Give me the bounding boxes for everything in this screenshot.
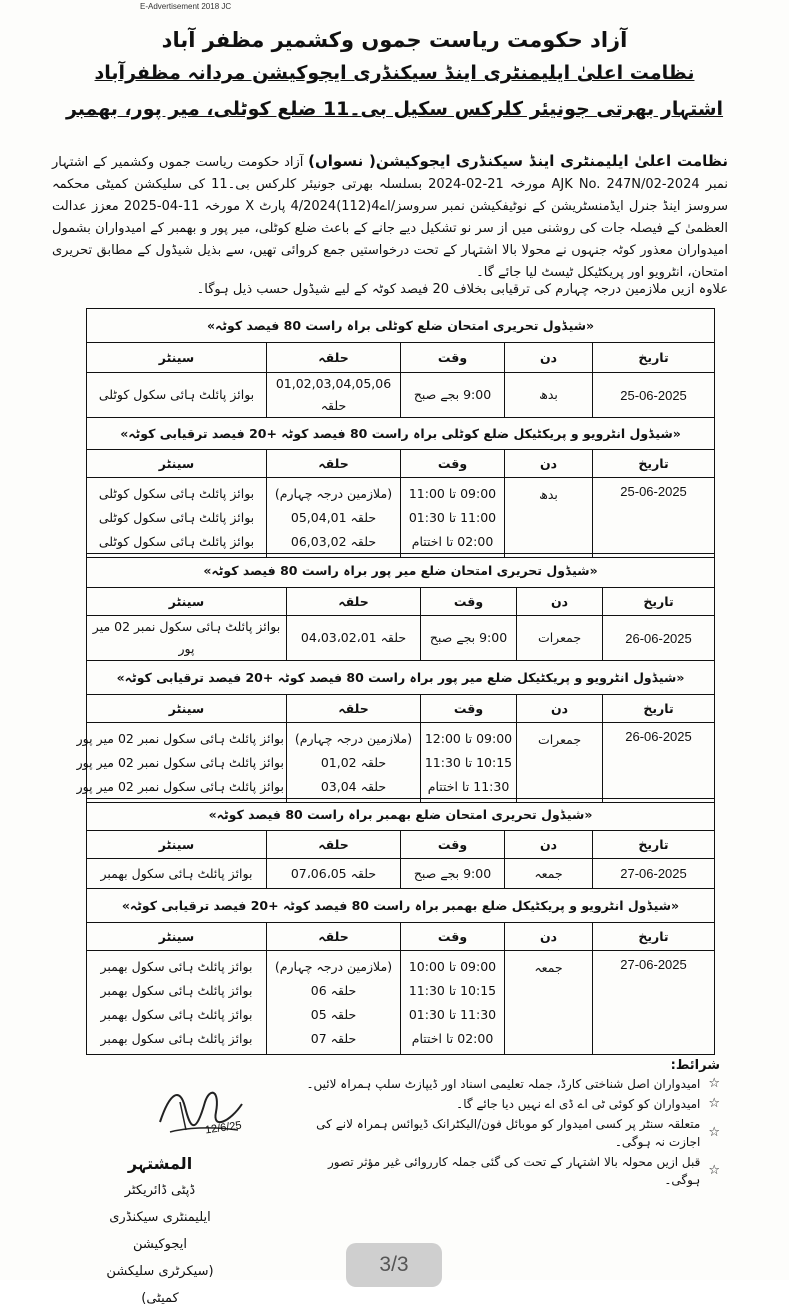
center-list (87, 951, 267, 1055)
star-bullet-icon: ☆ (708, 1125, 720, 1140)
header-date: تاریخ (603, 695, 715, 723)
list-item: بوائز پائلٹ ہائی سکول کوٹلی (98, 509, 255, 525)
header-date: تاریخ (593, 343, 715, 373)
list-item: (ملازمین درجہ چہارم) (274, 485, 393, 501)
reference-number: E-Advertisement 2018 JC (140, 2, 232, 11)
date-cell: 25-06-2025 (593, 373, 715, 418)
signer-block (95, 1150, 225, 1312)
list-item (300, 1075, 720, 1093)
list-item: 10:15 تا 11:30 (424, 754, 513, 770)
list-item: 09:00 تا 12:00 (424, 730, 513, 746)
list-item: (ملازمین درجہ چہارم) (274, 958, 393, 974)
halqa-list (267, 951, 401, 1055)
intro-text: آزاد حکومت ریاست جموں وکشمیر کے اشتہار نمبر AJK No. 247N/02-2024 مورخہ 21-02-2024 بسلسلہ بھرتی جونیئر کلرکس بی۔11 کی سلیکشن کمیٹی محکمہ سروسز اینڈ جنرل ایڈمنسٹریشن کے نوٹیفکیشن نمبر سروسز/اے4(112)4/2024 پارٹ X مورخہ 11-04-2025 معزز عدالت العظمیٰ کے فیصلہ جات کی روشنی میں از سر نو تشکیل دیے جانے کے باعث ضلع کوٹلی، میر پور و بھمبر کے امیدواران بشمول امیدواران معذور کوٹہ جنہوں نے محولا بالا اشتہار کے تحت درخواستیں جمع کروائی تھیں، سے بذیل شیڈول کے مطابق تحریری امتحان، انٹرویو اور پریکٹیکل ٹیسٹ لیا جائے گا۔ (52, 155, 728, 280)
header-time: وقت (401, 831, 505, 859)
header-day: دن (505, 831, 593, 859)
header-center: سینٹر (87, 831, 267, 859)
halqa-cell: 01,02,03,04,05,06 حلقہ (267, 373, 401, 418)
header-time: وقت (401, 450, 505, 478)
header-halqa: حلقہ (267, 831, 401, 859)
list-item: بوائز پائلٹ ہائی سکول بھمبر (100, 1030, 253, 1046)
intro-org: نظامت اعلیٰ ایلیمنٹری اینڈ سیکنڈری ایجوکیشن( نسواں) (308, 152, 728, 170)
signer-designation: ڈپٹی ڈائریکٹر (124, 1183, 196, 1198)
header-center: سینٹر (87, 588, 287, 616)
center-list (87, 478, 267, 558)
header-day: دن (505, 343, 593, 373)
condition-text: امیدواران اصل شناختی کارڈ، جملہ تعلیمی اسناد اور ڈیپازٹ سلپ ہمراہ لائیں۔ (306, 1077, 701, 1091)
signer-committee: (سیکرٹری سلیکشن کمیٹی) (106, 1264, 214, 1306)
conditions-section (300, 1058, 720, 1189)
list-item: 09:00 تا 11:00 (408, 485, 497, 501)
date-cell: 27-06-2025 (593, 951, 715, 1055)
list-item: حلقہ 06 (310, 982, 357, 998)
header-time: وقت (421, 695, 517, 723)
kotli-schedule-table (86, 308, 715, 558)
day-cell: جمعہ (505, 859, 593, 889)
list-item: بوائز پائلٹ ہائی سکول نمبر 02 میر پور (76, 754, 284, 770)
header-date: تاریخ (593, 831, 715, 859)
list-item: بوائز پائلٹ ہائی سکول کوٹلی (98, 533, 255, 549)
list-item (300, 1153, 720, 1189)
day-cell: جمعہ (505, 951, 593, 1055)
star-bullet-icon: ☆ (708, 1076, 720, 1091)
header-day: دن (505, 450, 593, 478)
time-list (401, 951, 505, 1055)
header-day: دن (517, 588, 603, 616)
center-cell: بوائز پائلٹ ہائی سکول کوٹلی (87, 373, 267, 418)
header-center: سینٹر (87, 695, 287, 723)
header-time: وقت (421, 588, 517, 616)
mirpur-schedule-table (76, 553, 715, 803)
signer-title: المشتہر (127, 1154, 193, 1173)
time-list (421, 723, 517, 803)
list-item: حلقہ 03,04 (320, 778, 387, 794)
day-cell: جمعرات (517, 723, 603, 803)
conditions-label: شرائط: (670, 1058, 720, 1073)
star-bullet-icon: ☆ (708, 1096, 720, 1111)
header-halqa: حلقہ (267, 343, 401, 373)
header-halqa: حلقہ (267, 923, 401, 951)
list-item: 02:00 تا اختتام (411, 1030, 494, 1046)
halqa-list (267, 478, 401, 558)
signature-date: 12/6/25 (204, 1119, 243, 1137)
list-item: بوائز پائلٹ ہائی سکول بھمبر (100, 982, 253, 998)
halqa-list (287, 723, 421, 803)
directorate-heading: نظامت اعلیٰ ایلیمنٹری اینڈ سیکنڈری ایجوکیشن مردانہ مظفرآباد (94, 62, 695, 84)
header-halqa: حلقہ (287, 695, 421, 723)
list-item: حلقہ 05 (310, 1006, 357, 1022)
condition-text: قبل ازیں محولہ بالا اشتہار کے تحت کی گئی جملہ کارروائی غیر مؤثر تصور ہوگی۔ (328, 1155, 701, 1187)
list-item: 11:30 تا اختتام (427, 778, 510, 794)
header-center: سینٹر (87, 343, 267, 373)
time-cell: 9:00 بجے صبح (421, 616, 517, 661)
time-list (401, 478, 505, 558)
list-item: 02:00 تا اختتام (411, 533, 494, 549)
list-item: حلقہ 01,02 (320, 754, 387, 770)
center-cell: بوائز پائلٹ ہائی سکول بھمبر (87, 859, 267, 889)
handwritten-signature (150, 1082, 250, 1144)
list-item (300, 1095, 720, 1113)
condition-text: امیدواران کو کوئی ٹی اے ڈی اے نہیں دیا جائے گا۔ (456, 1097, 701, 1111)
bhimber-schedule-table (86, 798, 715, 1055)
list-item: حلقہ 05,04,01 (290, 509, 377, 525)
header-day: دن (517, 695, 603, 723)
mirpur-interview-title: «شیڈول انٹرویو و پریکٹیکل ضلع میر پور براہ راست 80 فیصد کوٹہ +20 فیصد ترقیابی کوٹہ» (87, 661, 715, 695)
list-item: حلقہ 06,03,02 (290, 533, 377, 549)
list-item: 11:30 تا 01:30 (408, 1006, 497, 1022)
kotli-interview-title: «شیڈول انٹرویو و پریکٹیکل ضلع کوٹلی براہ راست 80 فیصد کوٹہ +20 فیصد ترقیابی کوٹہ» (87, 418, 715, 450)
intro-note: علاوہ ازیں ملازمین درجہ چہارم کی ترقیابی بخلاف 20 فیصد کوٹہ کے لیے شیڈول حسب ذیل ہوگا۔ (196, 282, 728, 297)
header-date: تاریخ (593, 923, 715, 951)
list-item: 10:15 تا 11:30 (408, 982, 497, 998)
list-item: 11:00 تا 01:30 (408, 509, 497, 525)
list-item: 09:00 تا 10:00 (408, 958, 497, 974)
header-time: وقت (401, 923, 505, 951)
list-item: (ملازمین درجہ چہارم) (294, 730, 413, 746)
center-list (76, 723, 287, 803)
day-cell: بدھ (505, 373, 593, 418)
header-time: وقت (401, 343, 505, 373)
government-heading: آزاد حکومت ریاست جموں وکشمیر مظفر آباد (161, 28, 628, 52)
list-item (300, 1115, 720, 1151)
center-cell: بوائز پائلٹ ہائی سکول نمبر 02 میر پور (87, 616, 287, 661)
header-date: تاریخ (593, 450, 715, 478)
header-center: سینٹر (87, 923, 267, 951)
day-cell: جمعرات (517, 616, 603, 661)
header-halqa: حلقہ (287, 588, 421, 616)
signer-department: ایلیمنٹری سیکنڈری ایجوکیشن (109, 1210, 211, 1252)
list-item: بوائز پائلٹ ہائی سکول کوٹلی (98, 485, 255, 501)
header-halqa: حلقہ (267, 450, 401, 478)
kotli-written-title: «شیڈول تحریری امتحان ضلع کوٹلی براہ راست 80 فیصد کوٹہ» (87, 309, 715, 343)
list-item: بوائز پائلٹ ہائی سکول بھمبر (100, 958, 253, 974)
list-item: حلقہ 07 (310, 1030, 357, 1046)
condition-text: متعلقہ سنٹر پر کسی امیدوار کو موبائل فون/الیکٹرانک ڈیوائس ہمراہ لانے کی اجازت نہ ہوگی۔ (316, 1117, 701, 1149)
intro-paragraph (52, 150, 728, 284)
header-day: دن (505, 923, 593, 951)
time-cell: 9:00 بجے صبح (401, 373, 505, 418)
time-cell: 9:00 بجے صبح (401, 859, 505, 889)
date-cell: 26-06-2025 (603, 616, 715, 661)
header-date: تاریخ (603, 588, 715, 616)
day-cell: بدھ (505, 478, 593, 558)
header-center: سینٹر (87, 450, 267, 478)
mirpur-written-title: «شیڈول تحریری امتحان ضلع میر پور براہ راست 80 فیصد کوٹہ» (87, 554, 715, 588)
list-item: بوائز پائلٹ ہائی سکول نمبر 02 میر پور (76, 778, 284, 794)
star-bullet-icon: ☆ (708, 1163, 720, 1178)
halqa-cell: حلقہ 07،06،05 (267, 859, 401, 889)
list-item: بوائز پائلٹ ہائی سکول نمبر 02 میر پور (76, 730, 284, 746)
advertisement-heading: اشتہار بھرتی جونیئر کلرکس سکیل بی۔11 ضلع کوٹلی، میر پور، بھمبر (65, 98, 724, 120)
halqa-cell: حلقہ 04،03،02،01 (287, 616, 421, 661)
page-indicator: 3/3 (346, 1243, 442, 1287)
date-cell: 26-06-2025 (603, 723, 715, 803)
bhimber-written-title: «شیڈول تحریری امتحان ضلع بھمبر براہ راست 80 فیصد کوٹہ» (87, 799, 715, 831)
bhimber-interview-title: «شیڈول انٹرویو و پریکٹیکل ضلع بھمبر براہ راست 80 فیصد کوٹہ +20 فیصد ترقیابی کوٹہ» (87, 889, 715, 923)
date-cell: 25-06-2025 (593, 478, 715, 558)
date-cell: 27-06-2025 (593, 859, 715, 889)
list-item: بوائز پائلٹ ہائی سکول بھمبر (100, 1006, 253, 1022)
